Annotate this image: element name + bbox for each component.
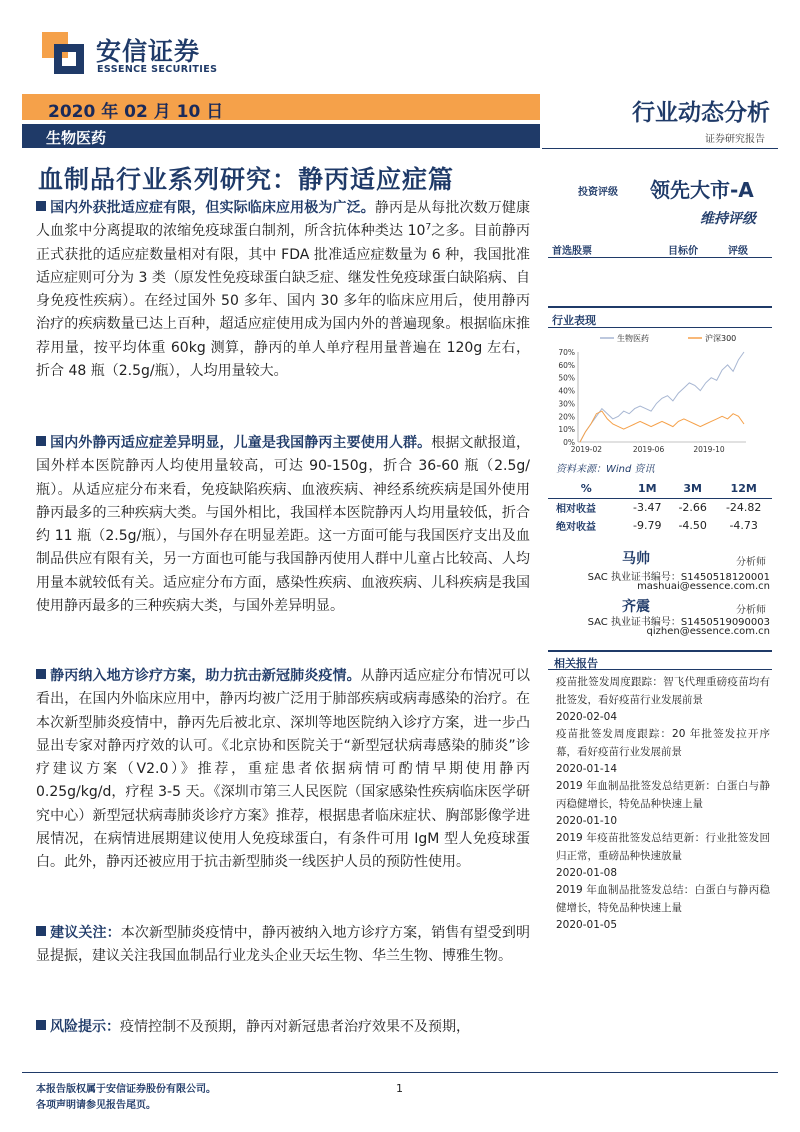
section-text: 本次新型肺炎疫情中，静丙被纳入地方诊疗方案，销售有望受到明显提振，建议关注我国血制品行业龙头企业天坛生物、华兰生物、博雅生物。 [36,925,531,965]
date-bar [22,94,540,122]
y-tick-label: 70% [558,348,575,357]
section-text: 根据文献报道，国外样本医院静丙人均使用量较高，可达 90-150g，折合 36-60 瓶（2.5g/瓶）。从适应症分布来看，免疫缺陷疾病、血液疾病、神经系统疾病是国外使用静丙最多的三种疾病大类。与国外相比，我国样本医院静丙人均用量较低，折合约 11 瓶（2.5g/瓶），与国外存在明显差距。这一方面可能与我国医疗支出及血制品供应有限有关，另一方面也可能与我国静丙使用人群中儿童占比较高、人均用量本就较低有关。适应症分布方面，感染性疾病、血液疾病、儿科疾病是我国使用静丙最多的三种疾病大类，与国外差异明显。 [36,435,531,615]
footer-divider [22,1072,778,1073]
bullet-square-icon [36,436,46,446]
section-text: 疫情控制不及预期，静丙对新冠患者治疗效果不及预期， [120,1019,470,1035]
related-report-title: 2019 年血制品批签发总结：白蛋白与静丙稳健增长，特免品种快速上量 [556,884,770,914]
performance-chart-svg [548,330,774,460]
table-cell: -24.82 [725,500,762,514]
bullet-square-icon [36,926,46,936]
y-tick-label: 20% [558,412,575,422]
x-tick-label: 2019-06 [632,445,665,454]
related-report-title: 疫苗批签发周度跟踪：20 年批签发拉开序幕，看好疫苗行业发展前景 [556,728,770,758]
analyst-sac: SAC 执业证书编号：S1450519090003 [587,617,770,628]
picks-col-target: 目标价 [668,246,698,257]
section-heading: 国内外静丙适应症差异明显，儿童是我国静丙主要使用人群。 [50,435,432,451]
related-report-date: 2020-01-08 [556,867,618,879]
section-heading: 国内外获批适应症有限，但实际临床应用极为广泛。 [50,200,375,216]
returns-table [548,480,772,534]
section-indication-differences [36,432,530,618]
performance-chart [548,330,774,460]
table-header-row [548,480,772,498]
bullet-square-icon [36,1020,46,1030]
industry-performance-header: 行业表现 [548,306,772,328]
page-title: 血制品行业系列研究：静丙适应症篇 [38,165,455,194]
row-label: 绝对收益 [556,521,596,533]
table-cell: -4.50 [678,518,707,532]
sector-bar [22,124,540,148]
related-report-item[interactable] [556,726,770,779]
analyst-name: 马帅 [622,551,650,567]
x-tick-label: 2019-10 [693,445,725,454]
logo-text-en: ESSENCE SECURITIES [97,64,218,75]
chart-source: 资料来源：Wind 资讯 [556,464,655,475]
section-approved-indications [36,197,530,383]
report-type: 行业动态分析 [632,100,770,126]
analyst-role: 分析师 [736,557,766,568]
related-report-item[interactable] [556,882,770,935]
table-cell: -3.47 [633,500,662,514]
sector-label: 生物医药 [46,129,107,147]
related-report-item[interactable] [556,778,770,831]
section-text: 从静丙适应症分布情况可以看出，在国内外临床应用中，静丙均被广泛用于肺部疾病或病毒感染的治疗。在本次新型肺炎疫情中，静丙先后被北京、深圳等地医院纳入诊疗方案，进一步凸显出专家对静丙疗效的认可。《北京协和医院关于“新型冠状病毒感染的肺炎”诊疗建议方案（V2.0）》推荐，重症患者依据病情可酌情早期使用静丙 0.25g/kg/d，疗程 3-5 天。《深圳市第三人民医院（国家感染性疾病临床医学研究中心）新型冠状病毒肺炎诊疗方案》推荐，根据患者临床症状、胸部影像学进展情况，在病情进展期建议使用人免疫球蛋白，有条件可用 IgM 型人免疫球蛋白。此外，静丙还被应用于抗击新型肺炎一线医护人员的预防性使用。 [36,668,531,871]
page-number: 1 [396,1082,403,1095]
related-report-date: 2020-01-10 [556,815,618,827]
y-tick-label: 10% [558,425,575,435]
table-cell: -9.79 [633,518,662,532]
table-header-cell: 1M [625,480,670,498]
table-header-cell: 12M [715,480,772,498]
picks-col-rating: 评级 [728,246,748,257]
row-label: 相对收益 [556,503,596,515]
company-logo [40,30,86,76]
analyst-email[interactable]: qizhen@essence.com.cn [646,626,770,637]
section-text: 静丙是从每批次数万健康人血浆中分离提取的浓缩免疫球蛋白制剂，所含抗体种类达 10 [36,200,531,240]
related-report-item[interactable] [556,830,770,883]
y-tick-label: 50% [558,373,575,383]
legend-label: 生物医药 [617,334,649,343]
table-header-cell: % [548,480,625,498]
section-heading: 建议关注： [50,925,121,941]
related-report-date: 2020-01-14 [556,763,618,775]
series-line-0 [580,352,744,442]
related-report-date: 2020-01-05 [556,919,618,931]
top-picks-header [548,236,772,258]
footer-disclaimer: 各项声明请参见报告尾页。 [36,1100,156,1111]
rating-value: 领先大市-A [650,178,754,202]
table-cell: -4.73 [729,518,758,532]
analyst-role: 分析师 [736,605,766,616]
report-subtype: 证券研究报告 [705,134,765,145]
report-date: 2020 年 02 月 10 日 [48,102,224,122]
section-covid-treatment [36,665,530,875]
related-report-date: 2020-02-04 [556,711,618,723]
y-tick-label: 60% [558,360,575,370]
footer-copyright: 本报告版权属于安信证券股份有限公司。 [36,1084,216,1095]
series-line-1 [580,411,744,442]
section-recommendation [36,922,530,969]
y-tick-label: 30% [558,399,575,409]
related-reports-header: 相关报告 [548,650,772,670]
section-heading: 静丙纳入地方诊疗方案，助力抗击新冠肺炎疫情。 [50,668,361,684]
related-report-item[interactable] [556,674,770,727]
rating-label: 投资评级 [578,187,618,198]
y-tick-label: 40% [558,386,575,396]
legend-label: 沪深300 [705,334,737,343]
analyst-sac: SAC 执业证书编号：S1450518120001 [587,572,770,583]
x-tick-label: 2019-02 [570,445,603,454]
bullet-square-icon [36,669,46,679]
table-row [548,516,772,534]
related-report-title: 2019 年血制品批签发总结更新：白蛋白与静丙稳健增长，特免品种快速上量 [556,780,770,810]
section-text: 之多。目前静丙正式获批的适应症数量相对有限，其中 FDA 批准适应症数量为 6 种，我国批准适应症则可分为 3 类（原发性免疫球蛋白缺乏症、继发性免疫球蛋白缺陷病、自身免疫性疾病）。在经过国外 50 多年、国内 30 多年的临床应用后，使用静丙治疗的疾病数量已达上百种，超适应症使用成为国内外的普遍现象。根据临床推荐用量，按平均体重 60kg 测算，静丙的单人单疗程用量普遍在 120g 左右，折合 48 瓶（2.5g/瓶），人均用量较大。 [36,223,531,380]
table-row [548,498,772,516]
analyst-email[interactable]: mashuai@essence.com.cn [637,581,770,592]
section-heading: 风险提示： [50,1019,120,1035]
rating-maintain: 维持评级 [700,211,756,227]
related-report-title: 2019 年疫苗批签发总结更新：行业批签发回归正常，重磅品种快速放量 [556,832,770,862]
table-header-cell: 3M [670,480,715,498]
picks-col-stock: 首选股票 [552,246,592,257]
header-divider [542,148,778,149]
analyst-name: 齐震 [622,599,650,615]
table-cell: -2.66 [678,500,707,514]
superscript: 7 [425,222,432,233]
bullet-square-icon [36,201,46,211]
related-report-title: 疫苗批签发周度跟踪：智飞代理重磅疫苗均有批签发，看好疫苗行业发展前景 [556,676,770,706]
y-tick-label: 0% [563,438,575,447]
section-risk [36,1016,530,1039]
logo-text-cn: 安信证券 [96,37,201,66]
